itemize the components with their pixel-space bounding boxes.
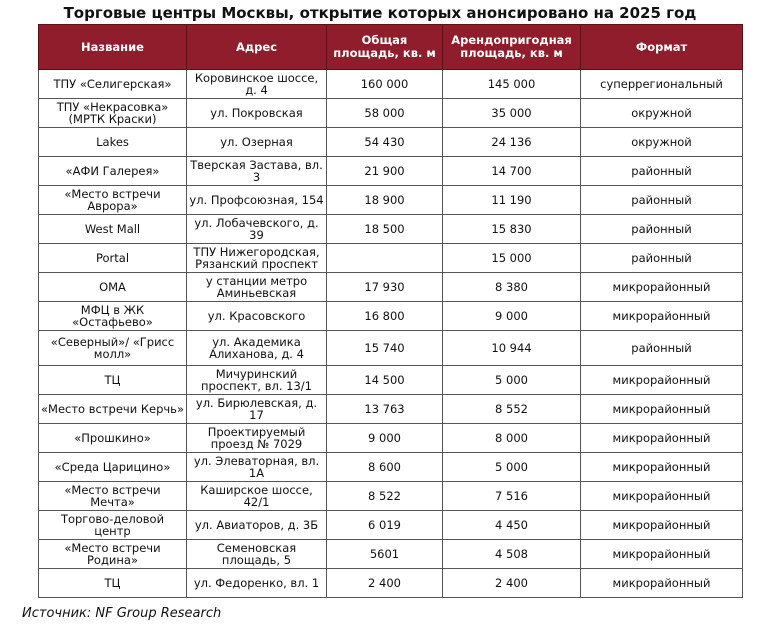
cell-total-area: 58 000 [327,99,443,128]
cell-total-area: 8 522 [327,482,443,511]
cell-format: микрорайонный [581,366,743,395]
cell-leasable-area: 11 190 [443,186,581,215]
cell-format: микрорайонный [581,395,743,424]
cell-address: Коровинское шоссе, д. 4 [187,70,327,99]
cell-name: «Место встречи Родина» [39,540,187,569]
cell-address: ул. Элеваторная, вл. 1А [187,453,327,482]
cell-name: ТЦ [39,366,187,395]
table-row [39,331,743,366]
cell-format: микрорайонный [581,273,743,302]
cell-name: «Прошкино» [39,424,187,453]
cell-format: микрорайонный [581,511,743,540]
table-row [39,569,743,598]
cell-leasable-area: 15 000 [443,244,581,273]
cell-name: ТПУ «Некрасовка» (МРТК Краски) [39,99,187,128]
cell-address: Семеновская площадь, 5 [187,540,327,569]
cell-leasable-area: 35 000 [443,99,581,128]
cell-leasable-area: 7 516 [443,482,581,511]
cell-total-area: 2 400 [327,569,443,598]
cell-format: районный [581,215,743,244]
cell-leasable-area: 4 508 [443,540,581,569]
cell-address: ул. Бирюлевская, д. 17 [187,395,327,424]
cell-leasable-area: 9 000 [443,302,581,331]
cell-total-area: 5601 [327,540,443,569]
cell-format: районный [581,157,743,186]
cell-name: Lakes [39,128,187,157]
cell-total-area: 16 800 [327,302,443,331]
page-title: Торговые центры Москвы, открытие которых анонсировано на 2025 год [63,4,697,22]
cell-address: ул. Покровская [187,99,327,128]
cell-format: суперрегиональный [581,70,743,99]
cell-leasable-area: 5 000 [443,366,581,395]
cell-address: Тверская Застава, вл. 3 [187,157,327,186]
cell-address: ул. Федоренко, вл. 1 [187,569,327,598]
cell-name: «Северный»/ «Грисс молл» [39,331,187,366]
cell-leasable-area: 145 000 [443,70,581,99]
cell-total-area: 17 930 [327,273,443,302]
cell-format: микрорайонный [581,540,743,569]
cell-leasable-area: 2 400 [443,569,581,598]
cell-total-area: 54 430 [327,128,443,157]
column-header-address: Адрес [187,25,327,70]
cell-name: Торгово-деловой центр [39,511,187,540]
column-header-name: Название [39,25,187,70]
cell-name: West Mall [39,215,187,244]
table-header-row [39,25,743,70]
cell-format: районный [581,331,743,366]
cell-leasable-area: 8 380 [443,273,581,302]
table-row [39,366,743,395]
cell-name: ТЦ [39,569,187,598]
cell-leasable-area: 8 552 [443,395,581,424]
table-row [39,511,743,540]
column-header-leasable-area: Арендопригодная площадь, кв. м [443,25,581,70]
cell-leasable-area: 24 136 [443,128,581,157]
cell-leasable-area: 5 000 [443,453,581,482]
cell-name: «Место встречи Керчь» [39,395,187,424]
cell-format: микрорайонный [581,302,743,331]
cell-address: ул. Озерная [187,128,327,157]
cell-address: Каширское шоссе, 42/1 [187,482,327,511]
cell-address: ТПУ Нижегородская, Рязанский проспект [187,244,327,273]
cell-name: «Среда Царицино» [39,453,187,482]
table-row [39,215,743,244]
cell-leasable-area: 10 944 [443,331,581,366]
cell-total-area: 21 900 [327,157,443,186]
cell-leasable-area: 15 830 [443,215,581,244]
table-row [39,157,743,186]
cell-total-area [327,244,443,273]
table-body [39,70,743,598]
cell-total-area: 160 000 [327,70,443,99]
cell-address: у станции метро Аминьевская [187,273,327,302]
table-row [39,540,743,569]
column-header-format: Формат [581,25,743,70]
cell-name: ОМА [39,273,187,302]
cell-address: Проектируемый проезд № 7029 [187,424,327,453]
cell-format: микрорайонный [581,482,743,511]
cell-leasable-area: 8 000 [443,424,581,453]
cell-leasable-area: 14 700 [443,157,581,186]
table-row [39,186,743,215]
table-row [39,482,743,511]
cell-total-area: 9 000 [327,424,443,453]
cell-address: Мичуринский проспект, вл. 13/1 [187,366,327,395]
cell-format: окружной [581,128,743,157]
cell-address: ул. Лобачевского, д. 39 [187,215,327,244]
table-row [39,453,743,482]
cell-address: ул. Авиаторов, д. 3Б [187,511,327,540]
cell-total-area: 6 019 [327,511,443,540]
cell-leasable-area: 4 450 [443,511,581,540]
cell-total-area: 18 900 [327,186,443,215]
cell-format: микрорайонный [581,569,743,598]
cell-name: Portal [39,244,187,273]
cell-address: ул. Академика Алиханова, д. 4 [187,331,327,366]
cell-name: «Место встречи Аврора» [39,186,187,215]
cell-format: микрорайонный [581,453,743,482]
table-row [39,99,743,128]
table-row [39,302,743,331]
cell-format: микрорайонный [581,424,743,453]
cell-total-area: 14 500 [327,366,443,395]
cell-name: «АФИ Галерея» [39,157,187,186]
cell-name: ТПУ «Селигерская» [39,70,187,99]
cell-total-area: 13 763 [327,395,443,424]
table-row [39,424,743,453]
table-row [39,244,743,273]
table-row [39,395,743,424]
table-row [39,128,743,157]
column-header-total-area: Общая площадь, кв. м [327,25,443,70]
source-note: Источник: NF Group Research [22,606,222,621]
cell-name: «Место встречи Мечта» [39,482,187,511]
cell-address: ул. Профсоюзная, 154 [187,186,327,215]
cell-total-area: 18 500 [327,215,443,244]
cell-name: МФЦ в ЖК «Остафьево» [39,302,187,331]
cell-format: районный [581,244,743,273]
cell-total-area: 15 740 [327,331,443,366]
shopping-centers-table [38,24,743,598]
cell-address: ул. Красовского [187,302,327,331]
table-row [39,273,743,302]
cell-format: окружной [581,99,743,128]
cell-format: районный [581,186,743,215]
table-row [39,70,743,99]
cell-total-area: 8 600 [327,453,443,482]
